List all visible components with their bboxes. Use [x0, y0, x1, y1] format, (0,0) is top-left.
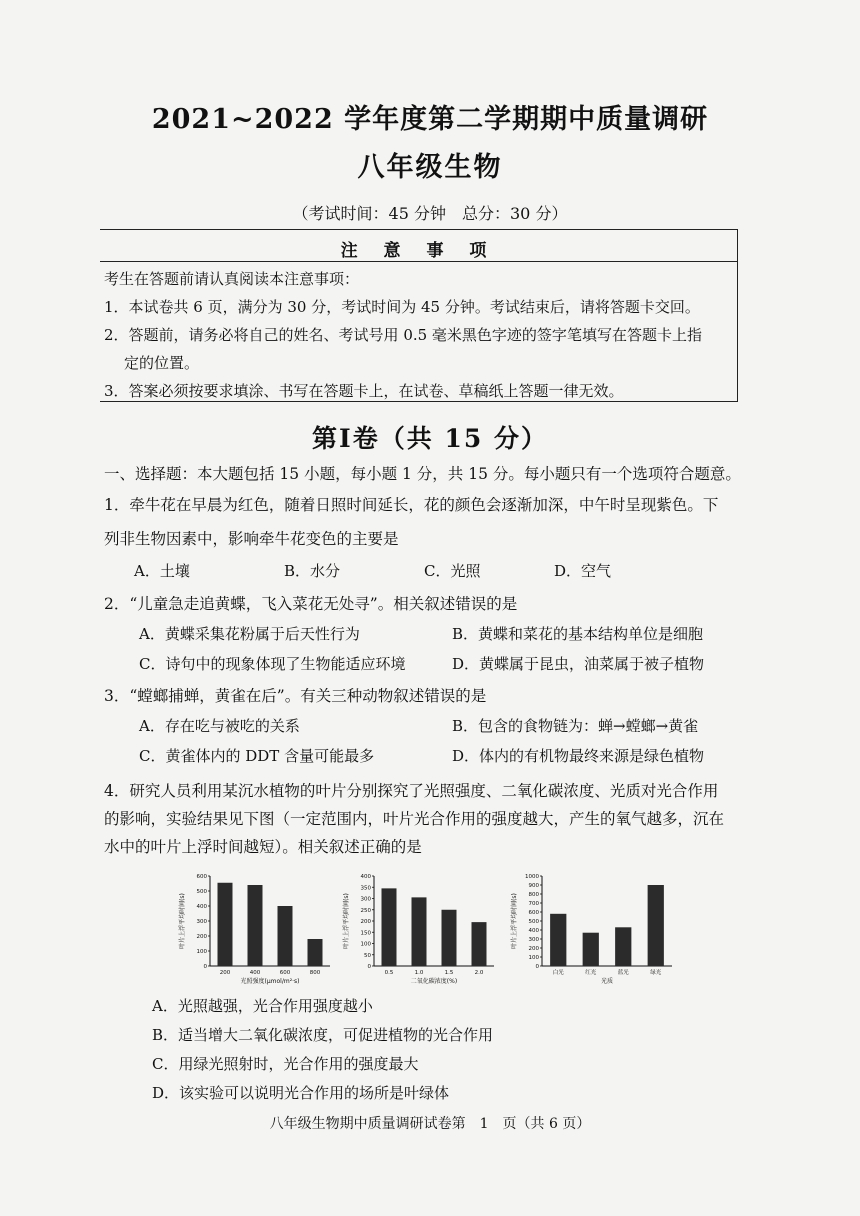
q1-option-c: C．光照 [424, 562, 481, 580]
notice-divider [100, 261, 737, 262]
y-tick-label: 0 [367, 964, 371, 970]
y-tick-label: 250 [360, 907, 371, 914]
bar [412, 897, 427, 966]
q2-option-b: B．黄蝶和菜花的基本结构单位是细胞 [452, 625, 704, 643]
chart-light-quality [508, 868, 678, 993]
chart-light-intensity [176, 868, 336, 993]
y-tick-label: 400 [196, 904, 207, 910]
q4-option-c: C．用绿光照射时，光合作用的强度最大 [152, 1055, 419, 1073]
bar [648, 885, 664, 966]
x-tick-label: 1.5 [444, 970, 454, 976]
section-title: 第Ⅰ卷（共 15 分） [312, 424, 548, 453]
x-tick-label: 蓝光 [617, 970, 629, 976]
q1-option-d: D．空气 [554, 562, 612, 580]
x-axis-label: 光质 [600, 978, 614, 985]
bar [442, 910, 457, 966]
x-tick-label: 200 [219, 970, 231, 976]
bar [472, 922, 487, 966]
x-tick-label: 白光 [552, 970, 564, 976]
q2-option-a: A．黄蝶采集花粉属于后天性行为 [139, 625, 360, 643]
y-tick-label: 300 [528, 937, 539, 943]
q1-stem-line1: 1．牵牛花在早晨为红色，随着日照时间延长，花的颜色会逐渐加深，中午时呈现紫色。下 [104, 496, 719, 514]
q3-option-a: A．存在吃与被吃的关系 [139, 717, 300, 735]
y-axis-label: 叶片上浮平均时间(s) [511, 893, 518, 949]
q3-option-c: C．黄雀体内的 DDT 含量可能最多 [139, 747, 375, 765]
y-axis-label: 叶片上浮平均时间(s) [343, 893, 350, 949]
y-tick-label: 600 [196, 874, 207, 880]
bar [615, 927, 631, 966]
y-tick-label: 500 [528, 919, 539, 925]
q4-option-b: B．适当增大二氧化碳浓度，可促进植物的光合作用 [152, 1026, 494, 1044]
y-tick-label: 0 [535, 964, 539, 970]
y-tick-label: 200 [196, 934, 207, 940]
exam-info: （考试时间：45 分钟 总分：30 分） [292, 204, 568, 223]
x-tick-label: 0.5 [384, 970, 394, 976]
bar [382, 888, 397, 966]
y-tick-label: 300 [196, 919, 207, 925]
notice-item-2-cont: 定的位置。 [124, 354, 200, 372]
notice-item-1: 1．本试卷共 6 页，满分为 30 分，考试时间为 45 分钟。考试结束后，请将答题卡交回。 [104, 298, 700, 316]
y-tick-label: 350 [360, 885, 371, 892]
x-axis-label: 二氧化碳浓度(%) [410, 978, 458, 985]
y-axis-label: 叶片上浮平均时间(s) [179, 893, 186, 949]
notice-item-2: 2．答题前，请务必将自己的姓名、考试号用 0.5 毫米黑色字迹的签字笔填写在答题卡上指 [104, 326, 702, 344]
y-tick-label: 100 [196, 949, 207, 955]
x-tick-label: 红光 [585, 970, 597, 976]
x-axis-label: 光照强度(μmol/m²·s) [240, 978, 300, 985]
y-tick-label: 300 [360, 896, 371, 903]
y-tick-label: 50 [364, 952, 371, 959]
x-tick-label: 绿光 [650, 970, 662, 976]
bar [278, 906, 293, 966]
q2-stem: 2．“儿童急走追黄蝶，飞入菜花无处寻”。相关叙述错误的是 [104, 595, 518, 613]
bar [248, 885, 263, 966]
q4-stem-line3: 水中的叶片上浮时间越短）。相关叙述正确的是 [104, 838, 422, 856]
notice-item-3: 3．答案必须按要求填涂、书写在答题卡上，在试卷、草稿纸上答题一律无效。 [104, 382, 624, 400]
y-tick-label: 400 [360, 874, 371, 880]
q2-option-c: C．诗句中的现象体现了生物能适应环境 [139, 655, 406, 673]
q2-option-d: D．黄蝶属于昆虫，油菜属于被子植物 [452, 655, 705, 673]
bar [308, 939, 323, 966]
y-tick-label: 500 [196, 889, 207, 895]
y-tick-label: 900 [528, 883, 539, 889]
y-tick-label: 600 [528, 910, 539, 916]
q4-stem-line1: 4．研究人员利用某沉水植物的叶片分别探究了光照强度、二氧化碳浓度、光质对光合作用 [104, 782, 719, 800]
y-tick-label: 400 [528, 928, 539, 934]
x-tick-label: 600 [279, 970, 291, 976]
bar [550, 914, 566, 966]
bar [583, 933, 599, 966]
q1-option-b: B．水分 [284, 562, 341, 580]
q3-stem: 3．“螳螂捕蝉，黄雀在后”。有关三种动物叙述错误的是 [104, 687, 487, 705]
y-tick-label: 1000 [525, 874, 539, 880]
chart-co2-concentration [340, 868, 500, 993]
x-tick-label: 400 [249, 970, 261, 976]
exam-title: 2021~2022 学年度第二学期期中质量调研 [151, 104, 709, 135]
x-tick-label: 1.0 [414, 970, 424, 976]
q1-option-a: A．土壤 [134, 562, 190, 580]
section-instructions: 一、选择题：本大题包括 15 小题，每小题 1 分，共 15 分。每小题只有一个选项符合题意。 [104, 465, 741, 483]
q4-option-d: D．该实验可以说明光合作用的场所是叶绿体 [152, 1084, 450, 1102]
y-tick-label: 800 [528, 892, 539, 898]
bar [218, 883, 233, 966]
notice-title: 注 意 事 项 [340, 241, 497, 261]
q4-option-a: A．光照越强，光合作用强度越小 [152, 997, 373, 1015]
y-tick-label: 200 [528, 946, 539, 952]
x-tick-label: 2.0 [474, 970, 484, 976]
q1-stem-line2: 列非生物因素中，影响牵牛花变色的主要是 [104, 530, 399, 548]
y-tick-label: 0 [203, 964, 207, 970]
exam-subject: 八年级生物 [357, 152, 503, 183]
q4-stem-line2: 的影响，实验结果见下图（一定范围内，叶片光合作用的强度越大，产生的氧气越多，沉在 [104, 810, 725, 828]
y-tick-label: 100 [360, 941, 371, 948]
notice-intro: 考生在答题前请认真阅读本注意事项： [104, 270, 360, 288]
y-tick-label: 700 [528, 901, 539, 907]
q3-option-b: B．包含的食物链为：蝉→螳螂→黄雀 [452, 717, 699, 735]
x-tick-label: 800 [309, 970, 321, 976]
page-footer: 八年级生物期中质量调研试卷第 1 页（共 6 页） [269, 1116, 591, 1132]
y-tick-label: 200 [360, 919, 371, 925]
y-tick-label: 100 [528, 955, 539, 961]
q3-option-d: D．体内的有机物最终来源是绿色植物 [452, 747, 705, 765]
y-tick-label: 150 [360, 930, 371, 937]
